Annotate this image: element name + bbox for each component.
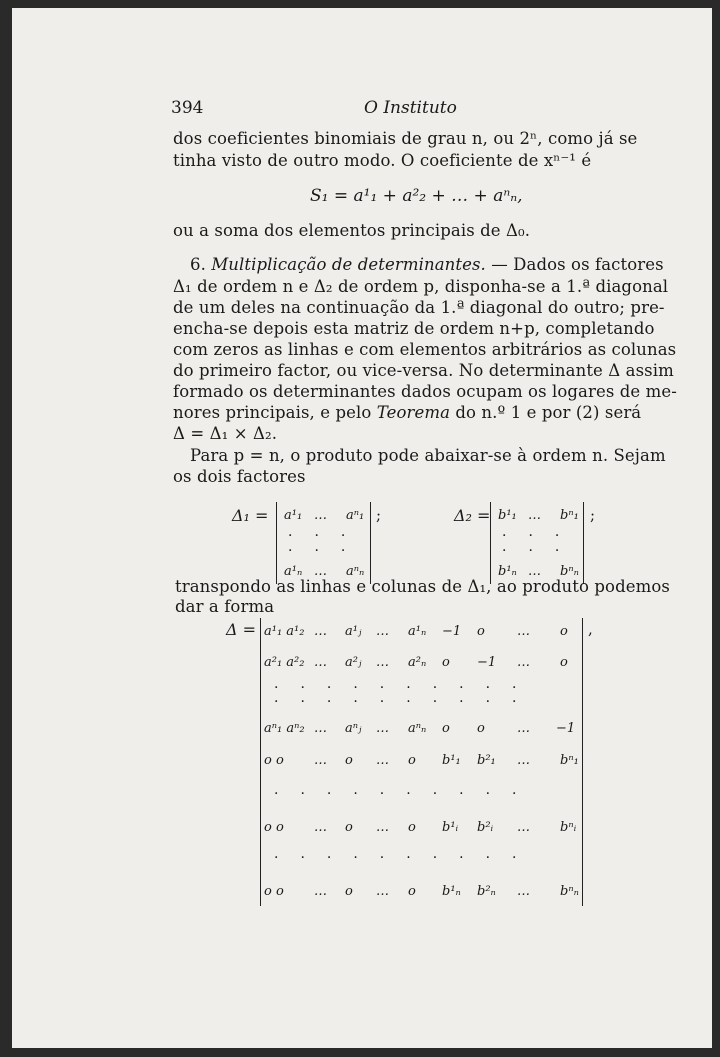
det-big-cell: a¹₁ a¹₂: [264, 624, 305, 639]
det-big-cell: …: [517, 820, 530, 835]
det-big-cell: o: [442, 721, 450, 736]
det-big-cell: bⁿₙ: [560, 884, 579, 899]
det2-separator: ;: [590, 506, 596, 524]
det1-cell: aⁿₙ: [346, 564, 365, 579]
det-big-cell: …: [314, 884, 327, 899]
det-big-cell: b²ᵢ: [477, 820, 494, 835]
det-big-cell: b¹ₙ: [442, 884, 461, 899]
det-big-cell: o: [408, 753, 416, 768]
det-big-cell: bⁿ₁: [560, 753, 579, 768]
det-big-dots: ··········: [274, 694, 539, 710]
det1-dots: ···: [288, 543, 368, 559]
det-big-left-bar: [260, 618, 261, 906]
det-big-cell: o: [345, 884, 353, 899]
det-big-cell: o: [442, 655, 450, 670]
det-big-cell: −1: [477, 655, 497, 670]
det-big-cell: a²₁ a²₂: [264, 655, 305, 670]
det-big-cell: o: [477, 721, 485, 736]
det-big-cell: b²₁: [477, 753, 496, 768]
det-big-cell: …: [376, 820, 389, 835]
det-big-cell: o: [345, 820, 353, 835]
running-title: O Instituto: [364, 98, 457, 118]
paragraph-line: ou a soma dos elementos principais de Δ₀.: [173, 221, 531, 240]
det1-right-bar: [370, 502, 371, 584]
det2-dots: ···: [502, 528, 582, 544]
det-big-cell: b¹ᵢ: [442, 820, 459, 835]
section-line: do n.º 1 e por (2) será: [455, 403, 642, 422]
det-big-right-bar: [582, 618, 583, 906]
det2-cell: b¹ₙ: [498, 564, 517, 579]
section-line: — Dados os factores: [491, 255, 664, 274]
det2-label: Δ₂ =: [454, 506, 491, 525]
section-number: 6.: [190, 255, 206, 274]
section-line: de um deles na continuação da 1.ª diagonal do outro; pre-: [173, 298, 665, 317]
det-big-cell: a²ₙ: [408, 655, 427, 670]
det-big-cell: …: [376, 624, 389, 639]
det2-cell: …: [528, 508, 541, 523]
det-big-cell: o: [560, 655, 568, 670]
section-line: formado os determinantes dados ocupam os logares de me-: [173, 382, 677, 401]
det-big-cell: a²ⱼ: [345, 655, 362, 670]
det-big-cell: b²ₙ: [477, 884, 496, 899]
det-big-cell: …: [314, 624, 327, 639]
section-line: nores principais, e pelo: [173, 403, 372, 422]
det2-right-bar: [583, 502, 584, 584]
det1-cell: a¹ₙ: [284, 564, 303, 579]
section-line: encha-se depois esta matriz de ordem n+p, completando: [173, 319, 655, 338]
det2-left-bar: [490, 502, 491, 584]
section-line: com zeros as linhas e com elementos arbitrários as colunas: [173, 340, 677, 359]
det2-cell: …: [528, 564, 541, 579]
det-big-cell: −1: [556, 721, 576, 736]
paragraph-line: dos coeficientes binomiais de grau n, ou 2ⁿ, como já se: [173, 129, 638, 148]
det-big-cell: a¹ₙ: [408, 624, 427, 639]
det2-cell: bⁿₙ: [560, 564, 579, 579]
section-line-theorem: [173, 403, 641, 422]
page-number: 394: [171, 98, 204, 118]
det-big-cell: a¹ⱼ: [345, 624, 362, 639]
det-big-cell: bⁿᵢ: [560, 820, 577, 835]
det-big-cell: …: [314, 721, 327, 736]
det-big-cell: aⁿₙ: [408, 721, 427, 736]
theorem-word: Teorema: [376, 403, 451, 422]
det-big-dots: ··········: [274, 786, 539, 802]
det2-cell: b¹₁: [498, 508, 517, 523]
det-big-cell: …: [314, 655, 327, 670]
det-big-cell: …: [517, 721, 530, 736]
section-line: do primeiro factor, ou vice-versa. No determinante Δ assim: [173, 361, 674, 380]
det-big-cell: o o: [264, 820, 284, 835]
equation-s1: S₁ = a¹₁ + a²₂ + … + aⁿₙ,: [310, 186, 523, 206]
det-big-cell: o o: [264, 753, 284, 768]
section-line: Δ₁ de ordem n e Δ₂ de ordem p, disponha-se a 1.ª diagonal: [173, 277, 669, 296]
det1-cell: aⁿ₁: [346, 508, 365, 523]
det-big-cell: …: [376, 721, 389, 736]
det-big-cell: o: [408, 820, 416, 835]
det-big-cell: b¹₁: [442, 753, 461, 768]
det2-dots: ···: [502, 543, 582, 559]
det-big-label: Δ =: [226, 620, 257, 639]
det-big-cell: o: [408, 884, 416, 899]
det-big-cell: …: [376, 655, 389, 670]
det-big-cell: …: [314, 820, 327, 835]
det-big-cell: …: [517, 884, 530, 899]
paragraph-line: tinha visto de outro modo. O coeficiente de xⁿ⁻¹ é: [173, 151, 592, 170]
det1-dots: ···: [288, 528, 368, 544]
det-big-cell: …: [517, 655, 530, 670]
det-big-cell: o: [477, 624, 485, 639]
section-heading-line: [190, 255, 664, 274]
det-big-cell: aⁿⱼ: [345, 721, 362, 736]
det-big-cell: o: [345, 753, 353, 768]
det-big-dots: ··········: [274, 850, 539, 866]
para2-line: Para p = n, o produto pode abaixar-se à ordem n. Sejam: [190, 446, 666, 465]
det-big-separator: ,: [588, 620, 593, 638]
det-big-cell: …: [517, 753, 530, 768]
det-big-cell: …: [517, 624, 530, 639]
det1-separator: ;: [376, 506, 382, 524]
det-big-dots: ··········: [274, 680, 539, 696]
para3-line: dar a forma: [175, 597, 275, 616]
book-page: [12, 8, 712, 1048]
det1-cell: …: [314, 564, 327, 579]
para2-line: os dois factores: [173, 467, 306, 486]
det1-cell: a¹₁: [284, 508, 303, 523]
det1-cell: …: [314, 508, 327, 523]
det2-cell: bⁿ₁: [560, 508, 579, 523]
det-big-cell: −1: [442, 624, 462, 639]
det-big-cell: …: [376, 753, 389, 768]
det1-label: Δ₁ =: [232, 506, 269, 525]
det-big-cell: aⁿ₁ aⁿ₂: [264, 721, 305, 736]
det-big-cell: o: [560, 624, 568, 639]
det-big-cell: …: [314, 753, 327, 768]
section-heading: Multiplicação de determinantes.: [211, 255, 486, 274]
det-big-cell: …: [376, 884, 389, 899]
det-big-cell: o o: [264, 884, 284, 899]
para3-line: transpondo as linhas e colunas de Δ₁, ao produto podemos: [175, 577, 670, 596]
section-line: Δ = Δ₁ × Δ₂.: [173, 424, 278, 443]
det1-left-bar: [276, 502, 277, 584]
